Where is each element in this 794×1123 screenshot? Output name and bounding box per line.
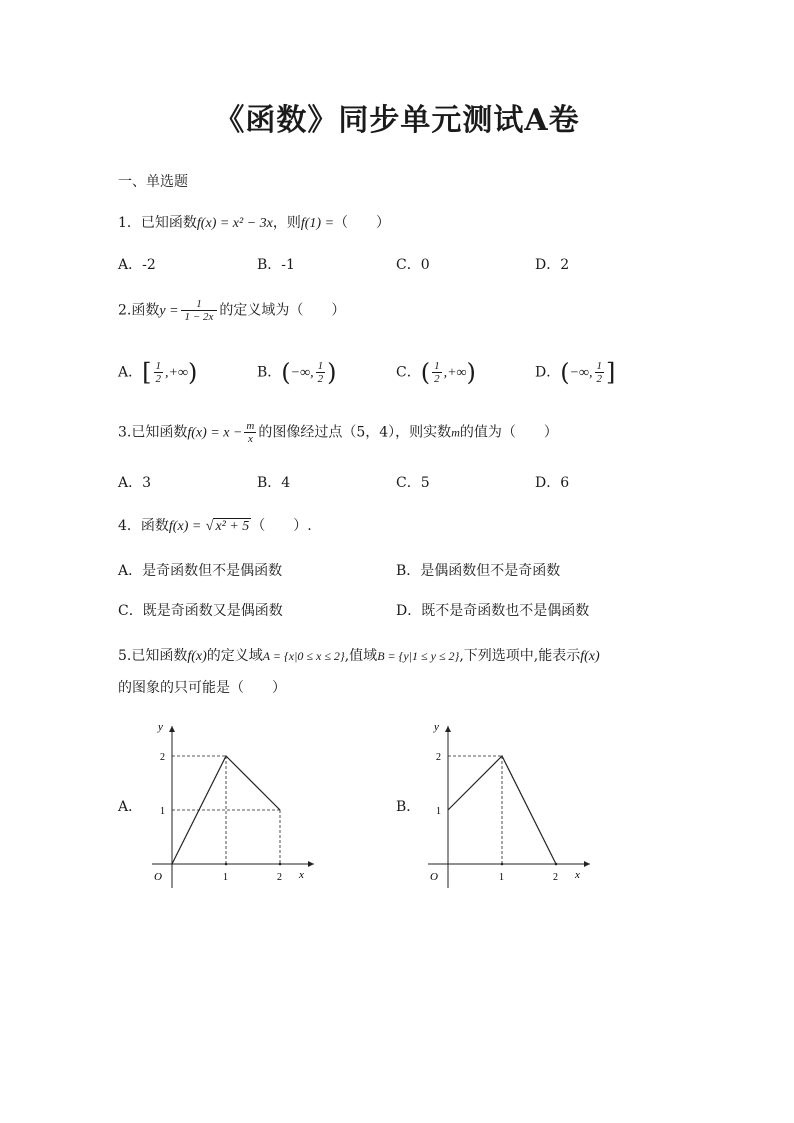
q2d-pre: −∞, <box>569 365 593 381</box>
q5-fx-2: f(x) <box>580 649 600 664</box>
y-tick-label: 1 <box>160 806 165 817</box>
q2-stem: 2.函数 <box>118 302 160 319</box>
q2b-left: ( <box>281 358 291 387</box>
q4-option-b: B．是偶函数但不是奇函数 <box>396 563 561 579</box>
q2-option-a <box>118 360 197 385</box>
q2b-frac <box>316 360 326 385</box>
graph-a <box>138 712 328 898</box>
x-axis-label: x <box>575 869 580 881</box>
y-axis-arrow <box>169 726 175 732</box>
q2-letter-d: D． <box>535 364 561 381</box>
q2a-left: [ <box>142 358 152 387</box>
graph-b <box>414 712 604 898</box>
q3-stem-c: 的值为（ ） <box>459 424 558 441</box>
q2b-num: 1 <box>317 360 324 372</box>
q2-numerator: 1 <box>181 298 218 311</box>
q2a-den: 2 <box>155 373 161 385</box>
q5-stem-c: ,值域 <box>344 648 378 664</box>
q2b-den: 2 <box>317 373 324 385</box>
q3-f-eq: f(x) = x − <box>187 425 243 441</box>
origin-label: O <box>430 871 438 883</box>
q5-stem-b: 的定义域 <box>206 648 263 664</box>
q3-var: m <box>451 425 460 440</box>
q1-formula: f(x) = x² − 3x <box>196 216 273 231</box>
q3-option-b: B．4 <box>257 475 291 491</box>
y-axis-label: y <box>158 721 163 733</box>
q1-option-c: C．0 <box>396 257 430 273</box>
q3-option-c: C．5 <box>396 475 430 491</box>
q2a-frac <box>154 360 164 385</box>
y-tick-label: 2 <box>436 752 441 763</box>
q2a-right: ) <box>187 358 198 387</box>
q2b-right: ) <box>327 358 337 387</box>
q3-fraction <box>244 420 256 445</box>
q4-stem-b: （ ）. <box>251 518 312 534</box>
q4-option-c: C．既是奇函数又是偶函数 <box>118 603 283 619</box>
q1-option-a: A．-2 <box>118 257 156 273</box>
origin-label: O <box>154 871 162 883</box>
q4-option-a: A．是奇函数但不是偶函数 <box>118 563 283 579</box>
q4-radicand: x² + 5 <box>215 519 250 534</box>
q2d-den: 2 <box>596 373 603 385</box>
q2-option-b <box>257 360 336 385</box>
q2-stem-b: 的定义域为（ ） <box>219 302 346 319</box>
q2a-num: 1 <box>155 360 161 372</box>
question-5 <box>118 646 600 667</box>
q2-y-eq: y = <box>159 303 179 319</box>
graph-a-label: A． <box>118 799 143 815</box>
question-4: 4．函数f(x) = √ x² + 5 （ ）. <box>118 518 312 534</box>
q2-letter-c: C． <box>396 364 421 381</box>
question-2 <box>118 298 345 323</box>
q1-option-b: B．-1 <box>257 257 295 273</box>
x-axis-label: x <box>299 869 304 881</box>
q2-option-d <box>535 360 615 385</box>
x-axis-arrow <box>308 861 314 867</box>
q4-option-d: D．既不是奇函数也不是偶函数 <box>396 603 590 619</box>
q5-set-b: B = {y|1 ≤ y ≤ 2} <box>377 649 460 663</box>
q2-fraction <box>181 298 218 323</box>
x-tick-label: 2 <box>277 872 282 883</box>
q3-denominator: x <box>247 433 253 445</box>
q3-option-a: A．3 <box>118 475 152 491</box>
question-1 <box>118 213 390 234</box>
y-tick-label: 1 <box>436 806 441 817</box>
x-tick-label: 2 <box>553 872 558 883</box>
y-axis-label: y <box>434 721 439 733</box>
q2c-frac <box>432 360 442 385</box>
y-tick-label: 2 <box>160 752 165 763</box>
q1-stem: 1．已知函数 <box>118 215 197 231</box>
q3-option-d: D．6 <box>535 475 570 491</box>
q5-stem-d: ,下列选项中,能表示 <box>459 648 581 664</box>
q2a-rest: ,+∞ <box>165 365 188 381</box>
q1-formula-2: f(1) = <box>300 216 335 231</box>
q5-stem: 5.已知函数 <box>118 648 188 664</box>
q2c-right: ) <box>466 358 476 387</box>
question-3 <box>118 420 558 445</box>
q5-fx: f(x) <box>187 649 207 664</box>
graph-b-label: B． <box>396 799 421 815</box>
q2-option-c <box>396 360 476 385</box>
q1-blank: （ ） <box>334 215 391 231</box>
q3-numerator: m <box>246 420 255 432</box>
q2-letter-b: B． <box>257 364 282 381</box>
q2c-den: 2 <box>434 373 440 385</box>
x-tick-label: 1 <box>223 872 228 883</box>
q2-denominator: 1 − 2x <box>184 311 214 323</box>
q2d-left: ( <box>560 358 570 387</box>
x-axis-arrow <box>584 861 590 867</box>
q5-line-2: 的图象的只可能是（ ） <box>118 680 286 696</box>
x-tick-label: 1 <box>499 872 504 883</box>
q4-f-eq: f(x) = <box>168 519 202 534</box>
page-title: 《函数》同步单元测试A卷 <box>214 103 580 138</box>
q2c-num: 1 <box>434 360 440 372</box>
q2d-frac <box>595 360 605 385</box>
q2d-num: 1 <box>596 360 603 372</box>
q3-stem-b: 的图像经过点（5，4），则实数 <box>258 424 452 441</box>
y-axis-arrow <box>445 726 451 732</box>
section-heading: 一、单选题 <box>118 174 188 190</box>
q2-letter-a: A． <box>118 364 143 381</box>
q2b-pre: −∞, <box>290 365 314 381</box>
q2c-rest: ,+∞ <box>443 365 467 381</box>
q2d-right: ] <box>606 358 616 387</box>
q2c-left: ( <box>420 358 431 387</box>
q3-stem: 3.已知函数 <box>118 424 188 441</box>
q1-option-d: D．2 <box>535 257 570 273</box>
q5-set-a: A = {x|0 ≤ x ≤ 2} <box>262 649 345 663</box>
q1-stem-b: ，则 <box>272 215 301 231</box>
q4-stem: 4．函数 <box>118 518 169 534</box>
